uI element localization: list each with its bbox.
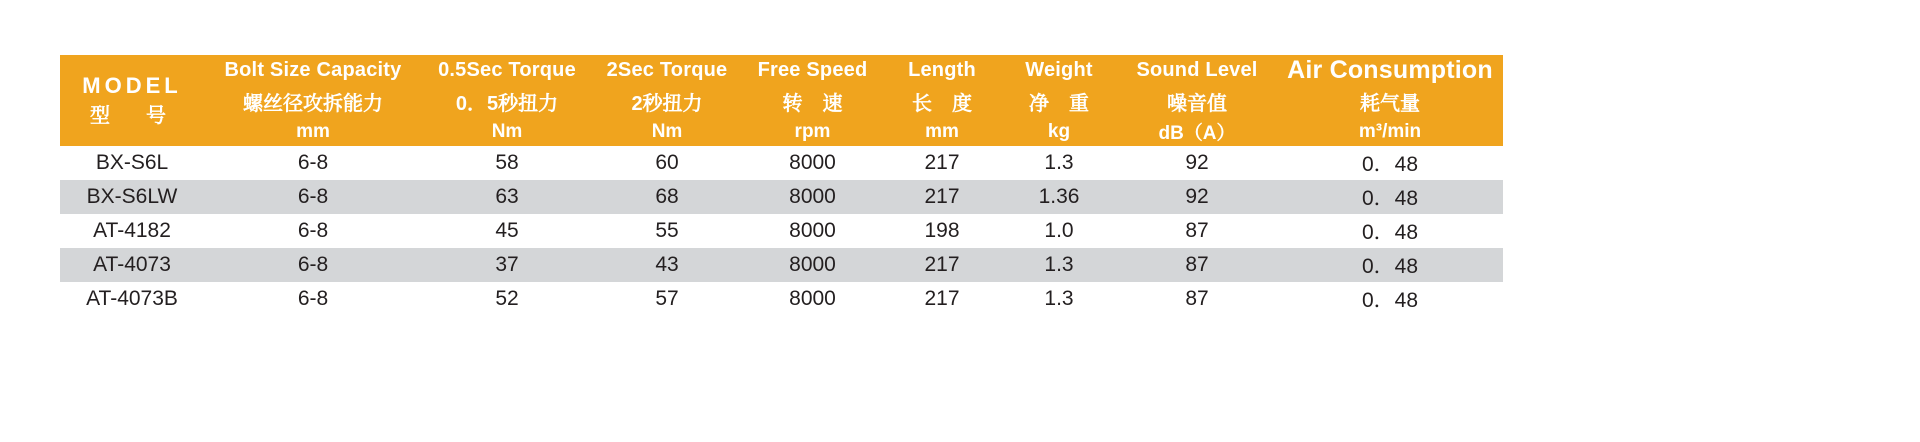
cell-length: 198 xyxy=(883,214,1001,248)
header-weight-en: Weight xyxy=(1001,55,1117,86)
cell-air-consumption: 0．48 xyxy=(1277,146,1503,180)
cell-torque2: 43 xyxy=(592,248,742,282)
cell-torque05: 63 xyxy=(422,180,592,214)
cell-length: 217 xyxy=(883,248,1001,282)
header-row-english xyxy=(60,55,1503,86)
header-air-consumption-cn: 耗气量 xyxy=(1277,86,1503,117)
header-model-english: MODEL xyxy=(82,72,182,98)
cell-model: BX-S6L xyxy=(60,146,204,180)
header-weight-cn: 净 重 xyxy=(1001,86,1117,117)
cell-sound-level: 92 xyxy=(1117,180,1277,214)
cell-bolt-size: 6-8 xyxy=(204,146,422,180)
header-torque05-unit: Nm xyxy=(422,117,592,146)
cell-torque2: 55 xyxy=(592,214,742,248)
table-row xyxy=(60,146,1503,180)
header-sound-level-cn: 噪音值 xyxy=(1117,86,1277,117)
cell-bolt-size: 6-8 xyxy=(204,214,422,248)
cell-model: AT-4073 xyxy=(60,248,204,282)
cell-air-consumption: 0．48 xyxy=(1277,180,1503,214)
table-row xyxy=(60,282,1503,316)
header-sound-level-en: Sound Level xyxy=(1117,55,1277,86)
cell-bolt-size: 6-8 xyxy=(204,180,422,214)
cell-length: 217 xyxy=(883,146,1001,180)
cell-torque05: 58 xyxy=(422,146,592,180)
header-weight-unit: kg xyxy=(1001,117,1117,146)
spec-table-container xyxy=(60,55,1503,316)
table-body xyxy=(60,146,1503,316)
header-torque2-cn: 2秒扭力 xyxy=(592,86,742,117)
cell-weight: 1.36 xyxy=(1001,180,1117,214)
cell-bolt-size: 6-8 xyxy=(204,248,422,282)
cell-free-speed: 8000 xyxy=(742,180,883,214)
header-free-speed-cn: 转 速 xyxy=(742,86,883,117)
cell-free-speed: 8000 xyxy=(742,282,883,316)
header-free-speed-unit: rpm xyxy=(742,117,883,146)
cell-torque05: 37 xyxy=(422,248,592,282)
table-header xyxy=(60,55,1503,146)
header-length-en: Length xyxy=(883,55,1001,86)
header-row-chinese xyxy=(60,86,1503,117)
table-row xyxy=(60,248,1503,282)
header-model-chinese: 型 号 xyxy=(90,104,174,127)
header-cell-model xyxy=(60,55,204,146)
cell-sound-level: 92 xyxy=(1117,146,1277,180)
cell-model: BX-S6LW xyxy=(60,180,204,214)
cell-torque05: 45 xyxy=(422,214,592,248)
header-bolt-size-unit: mm xyxy=(204,117,422,146)
header-length-unit: mm xyxy=(883,117,1001,146)
cell-torque05: 52 xyxy=(422,282,592,316)
cell-air-consumption: 0．48 xyxy=(1277,282,1503,316)
specification-table xyxy=(60,55,1503,316)
header-bolt-size-cn: 螺丝径攻拆能力 xyxy=(204,86,422,117)
cell-weight: 1.3 xyxy=(1001,248,1117,282)
cell-bolt-size: 6-8 xyxy=(204,282,422,316)
header-torque2-en: 2Sec Torque xyxy=(592,55,742,86)
header-torque2-unit: Nm xyxy=(592,117,742,146)
table-row xyxy=(60,180,1503,214)
cell-model: AT-4182 xyxy=(60,214,204,248)
cell-air-consumption: 0．48 xyxy=(1277,214,1503,248)
cell-model: AT-4073B xyxy=(60,282,204,316)
cell-weight: 1.3 xyxy=(1001,282,1117,316)
cell-torque2: 68 xyxy=(592,180,742,214)
cell-air-consumption: 0．48 xyxy=(1277,248,1503,282)
cell-sound-level: 87 xyxy=(1117,282,1277,316)
cell-sound-level: 87 xyxy=(1117,214,1277,248)
header-sound-level-unit: dB（A） xyxy=(1117,117,1277,146)
cell-torque2: 60 xyxy=(592,146,742,180)
header-air-consumption-unit: m³/min xyxy=(1277,117,1503,146)
cell-free-speed: 8000 xyxy=(742,214,883,248)
header-free-speed-en: Free Speed xyxy=(742,55,883,86)
cell-weight: 1.0 xyxy=(1001,214,1117,248)
cell-sound-level: 87 xyxy=(1117,248,1277,282)
header-row-units xyxy=(60,117,1503,146)
header-bolt-size-en: Bolt Size Capacity xyxy=(204,55,422,86)
cell-weight: 1.3 xyxy=(1001,146,1117,180)
header-torque05-cn: 0．5秒扭力 xyxy=(422,86,592,117)
cell-free-speed: 8000 xyxy=(742,248,883,282)
cell-length: 217 xyxy=(883,180,1001,214)
cell-length: 217 xyxy=(883,282,1001,316)
header-length-cn: 长 度 xyxy=(883,86,1001,117)
header-air-consumption-en: Air Consumption xyxy=(1277,55,1503,86)
cell-torque2: 57 xyxy=(592,282,742,316)
header-torque05-en: 0.5Sec Torque xyxy=(422,55,592,86)
cell-free-speed: 8000 xyxy=(742,146,883,180)
table-row xyxy=(60,214,1503,248)
